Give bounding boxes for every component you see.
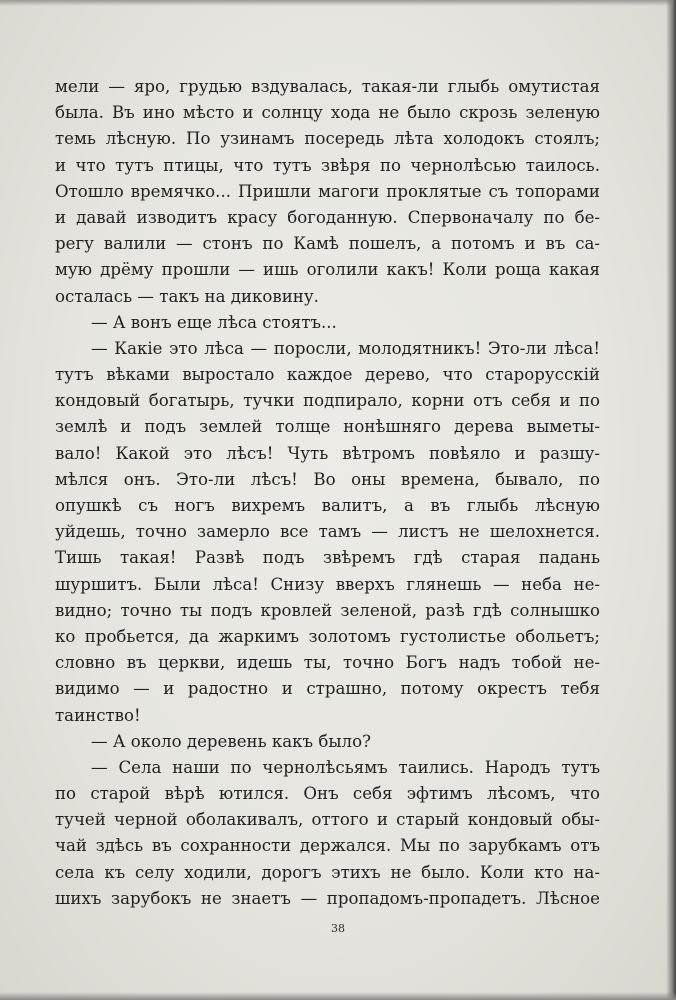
text-line-19: Тишь такая! Развѣ подъ звѣремъ гдѣ старая падань (55, 548, 600, 568)
text-line-5: Отошло времячко... Пришли магоги проклятые съ топорами (55, 181, 600, 201)
text-line-12: тутъ вѣками выростало каждое дерево, что старорусскій (55, 365, 600, 385)
text-line-32: шихъ зарубокъ не знаетъ — пропадомъ-пропадетъ. Лѣсное (55, 888, 600, 908)
page-right-edge (666, 0, 676, 1000)
text-line-11: — Какіе это лѣса — поросли, молодятникъ! Это-ли лѣса! (91, 338, 600, 358)
text-line-22: ко пробьется, да жаркимъ золотомъ густолистье обольетъ; (55, 626, 600, 646)
text-line-27: — Села наши по чернолѣсьямъ таились. Народъ тутъ (91, 757, 600, 777)
text-line-14: землѣ и подъ землей толще нонѣшняго дерева выметы- (55, 417, 600, 437)
page-top-shadow (0, 0, 676, 6)
text-line-8: мую дрёму прошли — ишь оголили какъ! Коли роща какая (55, 260, 600, 280)
text-line-20: шуршитъ. Были лѣса! Снизу вверхъ глянешь — неба не- (55, 574, 600, 594)
text-line-7: регу валили — стонъ по Камѣ пошелъ, а потомъ и въ са- (55, 234, 600, 254)
page-number: 38 (331, 922, 345, 935)
text-line-15: вало! Какой это лѣсъ! Чуть вѣтромъ повѣяло и разшу- (55, 443, 600, 463)
text-line-2: была. Въ ино мѣсто и солнцу хода не было скрозь зеленую (55, 103, 600, 123)
page-bottom-shadow (0, 992, 676, 1000)
page-body-text (55, 74, 600, 912)
text-line-24: видимо — и радостно и страшно, потому окрестъ тебя (55, 679, 600, 699)
text-line-21: видно; точно ты подъ кровлей зеленой, разѣ гдѣ солнышко (55, 600, 600, 620)
text-line-31: села къ селу ходили, дорогъ этихъ не было. Коли кто на- (55, 862, 600, 882)
text-line-4: и что тутъ птицы, что тутъ звѣря по чернолѣсью таилось. (55, 155, 600, 175)
text-line-6: и давай изводитъ красу богоданную. Спервоначалу по бе- (55, 207, 600, 227)
text-line-29: тучей черной оболакивалъ, оттого и старый кондовый обы- (55, 810, 600, 830)
text-line-25: таинство! (55, 705, 141, 725)
text-line-10: — А вонъ еще лѣса стоятъ... (91, 312, 337, 332)
text-line-18: уйдешь, точно замерло все тамъ — листъ не шелохнется. (55, 522, 600, 542)
text-line-9: осталась — такъ на диковину. (55, 286, 319, 306)
text-line-30: чай здѣсь въ сохранности держался. Мы по зарубкамъ отъ (55, 836, 600, 856)
text-line-23: словно въ церкви, идешь ты, точно Богъ надъ тобой не- (55, 653, 600, 673)
text-line-1: мели — яро, грудью вздувалась, такая-ли глыбь омутистая (55, 77, 600, 96)
text-line-26: — А около деревень какъ было? (91, 731, 371, 751)
text-line-16: мѣлся онъ. Это-ли лѣсъ! Во оны времена, бывало, по (55, 469, 600, 489)
text-line-28: по старой вѣрѣ ютился. Онъ себя эфтимъ лѣсомъ, что (55, 784, 600, 804)
text-line-17: опушкѣ съ ногъ вихремъ валитъ, а въ глыбь лѣсную (55, 496, 600, 515)
text-line-13: кондовый богатырь, тучки подпирало, корни отъ себя и по (55, 391, 600, 411)
text-line-3: темь лѣсную. По узинамъ посередь лѣта холодокъ стоялъ; (55, 129, 600, 149)
